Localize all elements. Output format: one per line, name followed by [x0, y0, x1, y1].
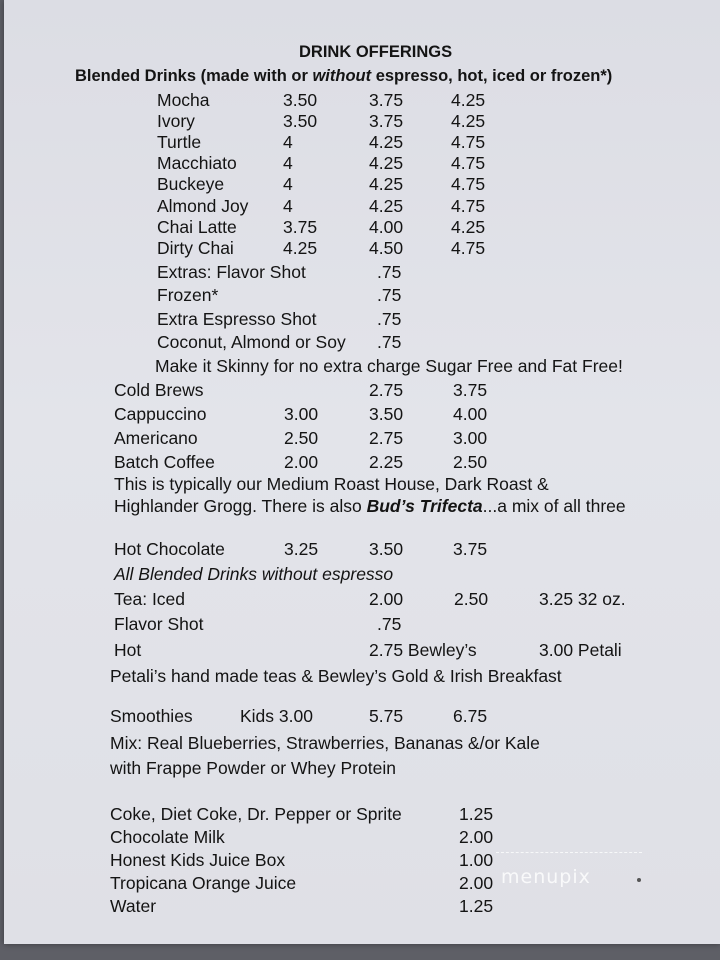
- skinny-note: Make it Skinny for no extra charge Sugar Free and Fat Free!: [155, 356, 623, 376]
- extra-price: .75: [377, 309, 402, 329]
- drink-name: Turtle: [157, 132, 202, 152]
- paper-dot: [637, 878, 641, 882]
- price-medium: 2.50: [454, 589, 489, 609]
- price-large: 4.75: [451, 196, 486, 216]
- price-large: 4.25: [451, 217, 486, 237]
- price-medium: 5.75: [369, 706, 404, 726]
- price: 2.00: [459, 873, 494, 893]
- price-small: 3.25: [284, 539, 319, 559]
- extra-name: Extra Espresso Shot: [157, 309, 317, 329]
- drink-name: Macchiato: [157, 153, 237, 173]
- price-small: 4: [283, 174, 293, 194]
- price-medium: 3.75: [369, 111, 404, 131]
- price-large: 3.00: [453, 428, 488, 448]
- price-medium: 4.50: [369, 238, 404, 258]
- item-name: Hot: [114, 640, 142, 660]
- heading-part: Blended Drinks (made with or: [75, 67, 313, 85]
- item-name: Flavor Shot: [114, 614, 204, 634]
- price-small: 2.50: [284, 428, 319, 448]
- price-small: 4.25: [283, 238, 318, 258]
- price-petali: 3.00 Petali: [539, 640, 622, 660]
- price-kids: Kids 3.00: [240, 706, 313, 726]
- price: .75: [377, 614, 402, 634]
- price-large: 3.75: [453, 539, 488, 559]
- item-name: Water: [110, 896, 157, 916]
- page-title: DRINK OFFERINGS: [299, 43, 453, 61]
- price-medium: 2.75: [369, 428, 404, 448]
- price-medium: 3.50: [369, 539, 404, 559]
- price-large: 3.75: [453, 380, 488, 400]
- price-medium: 2.25: [369, 452, 404, 472]
- drink-name: Dirty Chai: [157, 238, 234, 258]
- item-name: Batch Coffee: [114, 452, 215, 472]
- extra-price: .75: [377, 285, 402, 305]
- price-small: 4: [283, 196, 293, 216]
- item-name: Tropicana Orange Juice: [110, 873, 297, 893]
- heading-italic: without: [312, 67, 372, 85]
- item-name: Cappuccino: [114, 404, 207, 424]
- smoothie-mix-line-2: with Frappe Powder or Whey Protein: [110, 758, 396, 778]
- price-large: 4.25: [451, 90, 486, 110]
- menu-sheet: [4, 0, 720, 944]
- price-small: 2.00: [284, 452, 319, 472]
- heading-part: espresso, hot, iced or frozen*): [371, 67, 613, 85]
- drink-name: Buckeye: [157, 174, 225, 194]
- extra-price: .75: [377, 262, 402, 282]
- price-large: 4.75: [451, 153, 486, 173]
- price-small: 2.00: [369, 589, 404, 609]
- price-medium: 3.50: [369, 404, 404, 424]
- price-small: 3.50: [283, 111, 318, 131]
- item-name: Chocolate Milk: [110, 827, 225, 847]
- trifecta-name: Bud’s Trifecta: [366, 496, 483, 516]
- price-medium: 4.25: [369, 153, 404, 173]
- price-small: 4: [283, 132, 293, 152]
- item-name: Americano: [114, 428, 198, 448]
- price-large: 6.75: [453, 706, 488, 726]
- price-large: 2.50: [453, 452, 488, 472]
- watermark-logo: menupix: [501, 866, 591, 888]
- price-medium: 4.00: [369, 217, 404, 237]
- price-medium: 2.75: [369, 380, 404, 400]
- item-name: Cold Brews: [114, 380, 204, 400]
- price: 1.25: [459, 804, 494, 824]
- note-part: ...a mix of all three: [482, 496, 626, 516]
- blended-drinks-heading: [75, 67, 612, 86]
- item-name: Tea: Iced: [114, 589, 186, 609]
- extra-name: Extras: Flavor Shot: [157, 262, 306, 282]
- price: 2.00: [459, 827, 494, 847]
- price-medium: 4.25: [369, 174, 404, 194]
- item-name: Coke, Diet Coke, Dr. Pepper or Sprite: [110, 804, 402, 824]
- item-name: Honest Kids Juice Box: [110, 850, 286, 870]
- price-bewleys: 2.75 Bewley’s: [369, 640, 477, 660]
- price-medium: 3.75: [369, 90, 404, 110]
- extra-name: Coconut, Almond or Soy: [157, 332, 346, 352]
- price-large: 3.25 32 oz.: [539, 589, 626, 609]
- price-large: 4.75: [451, 132, 486, 152]
- extra-price: .75: [377, 332, 402, 352]
- item-name: Hot Chocolate: [114, 539, 225, 559]
- smoothie-mix-line-1: Mix: Real Blueberries, Strawberries, Bananas &/or Kale: [110, 733, 540, 753]
- price: 1.00: [459, 850, 494, 870]
- extra-name: Frozen*: [157, 285, 219, 305]
- batch-note-line-1: This is typically our Medium Roast House, Dark Roast &: [114, 474, 549, 494]
- price-small: 4: [283, 153, 293, 173]
- price-large: 4.00: [453, 404, 488, 424]
- tea-note: Petali’s hand made teas & Bewley’s Gold & Irish Breakfast: [110, 666, 562, 686]
- drink-name: Ivory: [157, 111, 195, 131]
- price-large: 4.75: [451, 174, 486, 194]
- drink-name: Chai Latte: [157, 217, 237, 237]
- hot-chocolate-note: All Blended Drinks without espresso: [114, 564, 394, 584]
- price-small: 3.00: [284, 404, 319, 424]
- price: 1.25: [459, 896, 494, 916]
- price-medium: 4.25: [369, 196, 404, 216]
- price-large: 4.25: [451, 111, 486, 131]
- price-medium: 4.25: [369, 132, 404, 152]
- note-part: Highlander Grogg. There is also: [114, 496, 367, 516]
- watermark-line: [496, 852, 642, 853]
- price-large: 4.75: [451, 238, 486, 258]
- drink-name: Almond Joy: [157, 196, 249, 216]
- price-small: 3.50: [283, 90, 318, 110]
- batch-note-line-2: [114, 496, 626, 516]
- item-name: Smoothies: [110, 706, 193, 726]
- price-small: 3.75: [283, 217, 318, 237]
- drink-name: Mocha: [157, 90, 210, 110]
